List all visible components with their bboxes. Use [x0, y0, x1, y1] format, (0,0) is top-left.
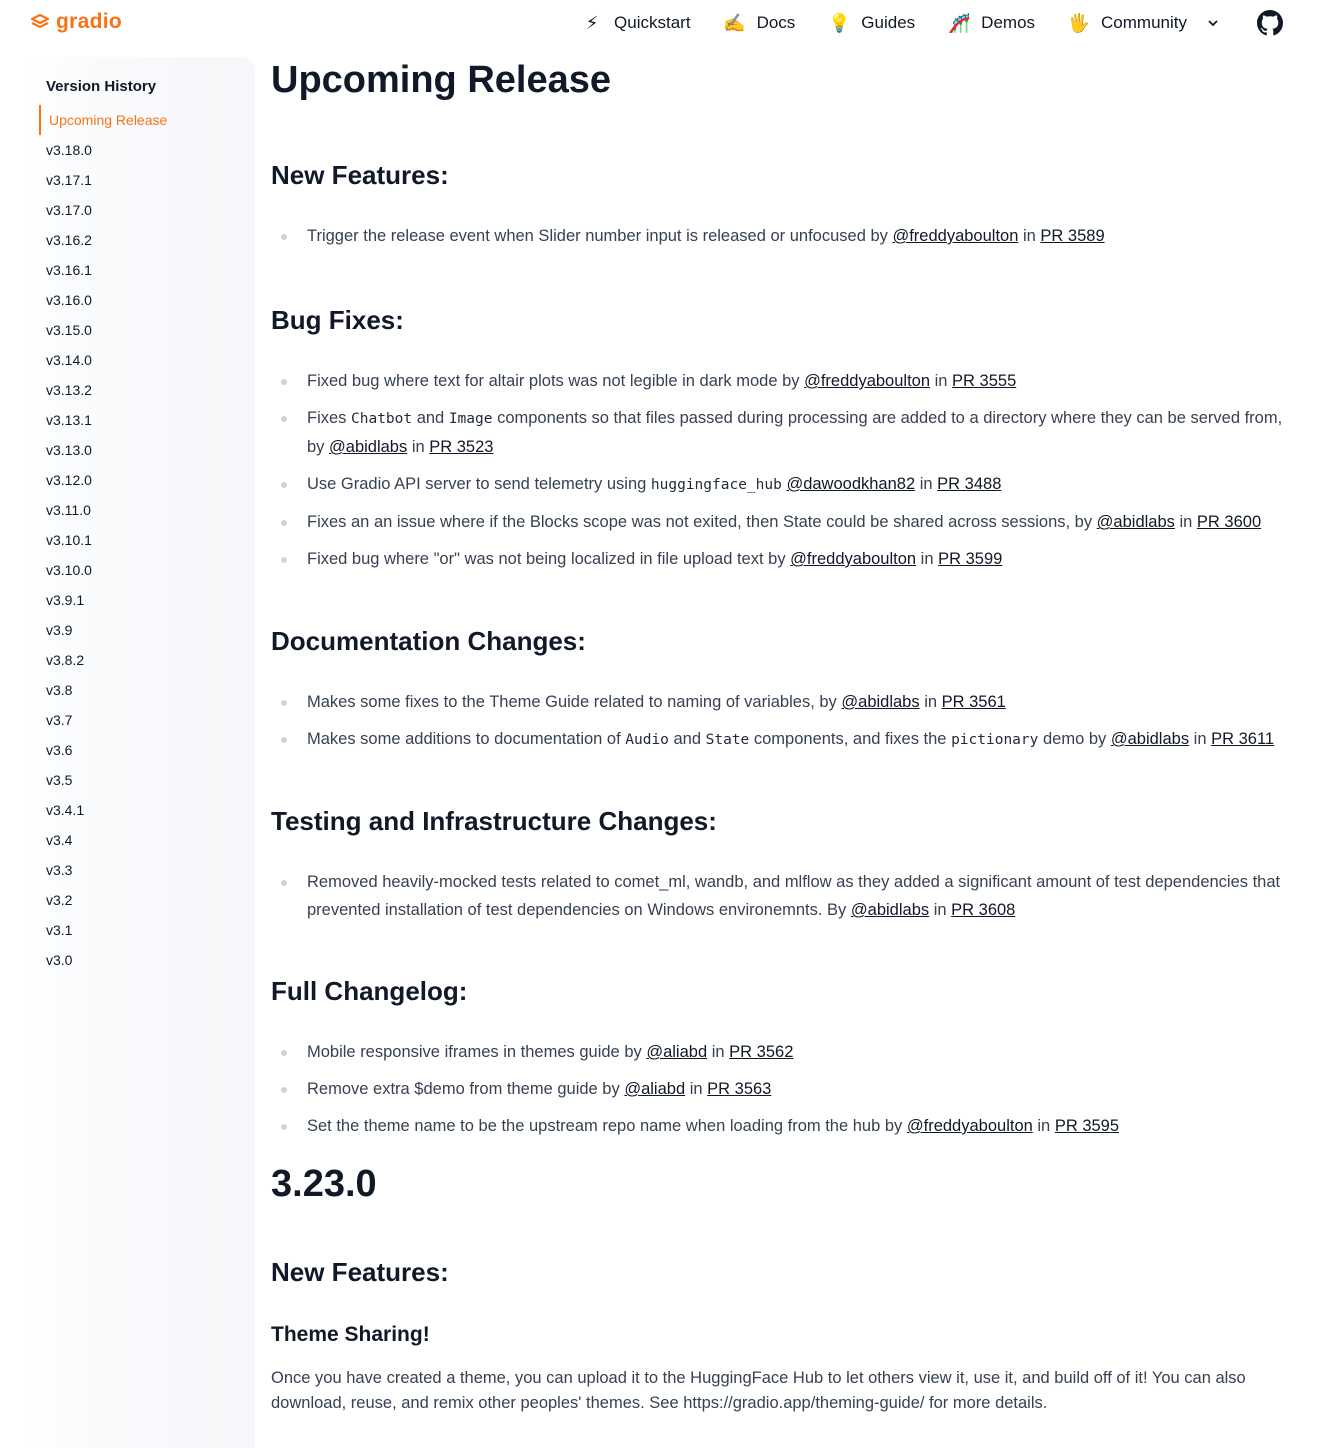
sidebar-item[interactable]: v3.2: [46, 892, 73, 908]
top-header: [0, 0, 1327, 48]
user-link[interactable]: @abidlabs: [850, 901, 930, 919]
chevron-down-icon: [1207, 17, 1219, 29]
pr-link[interactable]: PR 3488: [937, 475, 1002, 493]
list-item: Makes some additions to documentation of Audio and State components, and fixes the pictionary demo by @abidlabs in PR 3611: [271, 725, 1291, 754]
section-heading-documentation: Documentation Changes:: [271, 626, 586, 656]
user-link[interactable]: @aliabd: [624, 1080, 686, 1098]
user-link[interactable]: @freddyaboulton: [804, 372, 931, 390]
main-content: [271, 56, 1291, 1416]
documentation-list: [271, 688, 1291, 754]
logo-text: gradio: [56, 10, 122, 33]
bug-fixes-list: [271, 367, 1291, 573]
code-huggingface-hub: huggingface_hub: [650, 477, 782, 493]
list-item: Use Gradio API server to send telemetry using huggingface_hub @dawoodkhan82 in PR 3488: [271, 470, 1291, 499]
sidebar-item[interactable]: v3.13.2: [46, 382, 92, 398]
user-link[interactable]: @abidlabs: [1096, 513, 1175, 531]
pr-link[interactable]: PR 3589: [1040, 227, 1105, 245]
nav-demos-label: Demos: [981, 13, 1036, 32]
sidebar-item[interactable]: v3.9: [46, 622, 73, 638]
code-pictionary: pictionary: [951, 732, 1039, 748]
sidebar-item[interactable]: v3.7: [46, 712, 73, 728]
nav-guides-label: Guides: [861, 13, 916, 32]
list-item: Removed heavily-mocked tests related to comet_ml, wandb, and mlflow as they added a significant amount of test dependencies that prevented installation of test dependencies on Windows environemnts. By @abidlabs in PR 3608: [271, 868, 1291, 924]
user-link[interactable]: @freddyaboulton: [906, 1117, 1033, 1135]
code-state: State: [705, 732, 750, 748]
pr-link[interactable]: PR 3611: [1211, 730, 1275, 748]
github-icon[interactable]: [1257, 10, 1283, 36]
section-heading-release-new-features: New Features:: [271, 1257, 449, 1287]
pr-link[interactable]: PR 3599: [938, 550, 1003, 568]
nav-demos[interactable]: [947, 13, 1035, 34]
sidebar-item[interactable]: v3.13.1: [46, 412, 92, 428]
sidebar-item[interactable]: v3.17.0: [46, 202, 92, 218]
testing-list: [271, 868, 1291, 924]
list-item: Fixes Chatbot and Image components so that files passed during processing are added to a directory where they can be served from, by @abidlabs in PR 3523: [271, 404, 1291, 461]
list-item: Mobile responsive iframes in themes guide by @aliabd in PR 3562: [271, 1038, 1291, 1066]
pr-link[interactable]: PR 3595: [1054, 1117, 1120, 1135]
list-item: Remove extra $demo from theme guide by @aliabd in PR 3563: [271, 1075, 1291, 1103]
sidebar-item-active[interactable]: Upcoming Release: [39, 105, 239, 135]
user-link[interactable]: @abidlabs: [1110, 730, 1190, 748]
section-heading-bug-fixes: Bug Fixes:: [271, 305, 404, 335]
sidebar-title: Version History: [46, 78, 157, 95]
nav-community-label: Community: [1101, 13, 1187, 32]
sidebar-item[interactable]: v3.11.0: [46, 502, 91, 518]
sidebar-item[interactable]: v3.18.0: [46, 142, 92, 158]
gradio-logo-icon: [30, 13, 50, 31]
version-sidebar: [26, 57, 255, 1448]
sidebar-item[interactable]: v3.0: [46, 952, 73, 968]
sidebar-item[interactable]: v3.8: [46, 682, 73, 698]
user-link[interactable]: @freddyaboulton: [892, 227, 1019, 245]
nav-quickstart[interactable]: [580, 13, 691, 34]
user-link[interactable]: @dawoodkhan82: [786, 475, 916, 493]
lightning-icon: ⚡: [585, 12, 599, 33]
sidebar-item[interactable]: v3.1: [46, 922, 73, 938]
sidebar-item[interactable]: v3.5: [46, 772, 73, 788]
list-item: Fixes an an issue where if the Blocks scope was not exited, then State could be shared across sessions, by @abidlabs in PR 3600: [271, 508, 1291, 536]
sidebar-item[interactable]: v3.16.1: [46, 262, 92, 278]
roller-coaster-icon: 🎢: [947, 12, 971, 33]
page-title: Upcoming Release: [271, 59, 611, 101]
pr-link[interactable]: PR 3600: [1196, 513, 1262, 531]
gradio-logo[interactable]: [30, 10, 122, 34]
nav-docs-label: Docs: [756, 13, 796, 32]
list-item: Fixed bug where "or" was not being localized in file upload text by @freddyaboulton in PR 3599: [271, 545, 1291, 573]
sidebar-item[interactable]: v3.10.0: [46, 562, 92, 578]
list-item: Set the theme name to be the upstream repo name when loading from the hub by @freddyaboulton in PR 3595: [271, 1112, 1291, 1140]
nav-docs[interactable]: [723, 13, 796, 34]
section-heading-new-features: New Features:: [271, 160, 449, 190]
nav-guides[interactable]: [827, 13, 915, 34]
sidebar-item[interactable]: v3.15.0: [46, 322, 92, 338]
user-link[interactable]: @freddyaboulton: [790, 550, 917, 568]
sidebar-item[interactable]: v3.17.1: [46, 172, 92, 188]
pr-link[interactable]: PR 3561: [941, 693, 1006, 711]
code-chatbot: Chatbot: [351, 411, 413, 427]
pr-link[interactable]: PR 3563: [707, 1080, 772, 1098]
pr-link[interactable]: PR 3562: [729, 1043, 794, 1061]
user-link[interactable]: @aliabd: [646, 1043, 708, 1061]
sidebar-item[interactable]: v3.12.0: [46, 472, 92, 488]
nav-quickstart-label: Quickstart: [614, 13, 691, 32]
sidebar-version-list: [39, 105, 239, 975]
theme-sharing-heading: Theme Sharing!: [271, 1323, 430, 1346]
sidebar-item[interactable]: v3.13.0: [46, 442, 92, 458]
changelog-list: [271, 1038, 1291, 1140]
sidebar-item[interactable]: v3.16.2: [46, 232, 92, 248]
raised-hand-icon: 🖐️: [1067, 12, 1091, 33]
sidebar-item[interactable]: v3.16.0: [46, 292, 92, 308]
sidebar-item[interactable]: v3.9.1: [46, 592, 85, 608]
release-version-heading: 3.23.0: [271, 1163, 377, 1205]
sidebar-item[interactable]: v3.10.1: [46, 532, 92, 548]
section-heading-testing: Testing and Infrastructure Changes:: [271, 806, 717, 836]
pr-link[interactable]: PR 3555: [952, 372, 1017, 390]
section-heading-full-changelog: Full Changelog:: [271, 976, 468, 1006]
pr-link[interactable]: PR 3608: [951, 901, 1016, 919]
sidebar-item[interactable]: v3.4: [46, 832, 73, 848]
code-image: Image: [448, 411, 493, 427]
code-audio: Audio: [625, 732, 669, 748]
sidebar-item[interactable]: v3.14.0: [46, 352, 92, 368]
theme-sharing-paragraph: Once you have created a theme, you can upload it to the HuggingFace Hub to let others view it, use it, and build off of it! You can also download, reuse, and remix other peoples' themes. See https://gradio.app/theming-guide/ for more details.: [271, 1369, 1246, 1412]
nav-community[interactable]: [1067, 13, 1219, 34]
writing-hand-icon: ✍️: [723, 12, 746, 33]
user-link[interactable]: @abidlabs: [841, 693, 920, 711]
list-item: Makes some fixes to the Theme Guide related to naming of variables, by @abidlabs in PR 3561: [271, 688, 1291, 716]
sidebar-item[interactable]: v3.4.1: [46, 802, 85, 818]
user-link[interactable]: @abidlabs: [329, 438, 408, 456]
list-item: Trigger the release event when Slider number input is released or unfocused by @freddyaboulton in PR 3589: [271, 222, 1291, 250]
pr-link[interactable]: PR 3523: [429, 438, 494, 456]
list-item: Fixed bug where text for altair plots was not legible in dark mode by @freddyaboulton in PR 3555: [271, 367, 1291, 395]
sidebar-item[interactable]: v3.6: [46, 742, 73, 758]
new-features-list: [271, 222, 1291, 250]
sidebar-item[interactable]: v3.3: [46, 862, 73, 878]
lightbulb-icon: 💡: [828, 12, 851, 33]
top-nav: [548, 10, 1283, 36]
sidebar-item[interactable]: v3.8.2: [46, 652, 85, 668]
